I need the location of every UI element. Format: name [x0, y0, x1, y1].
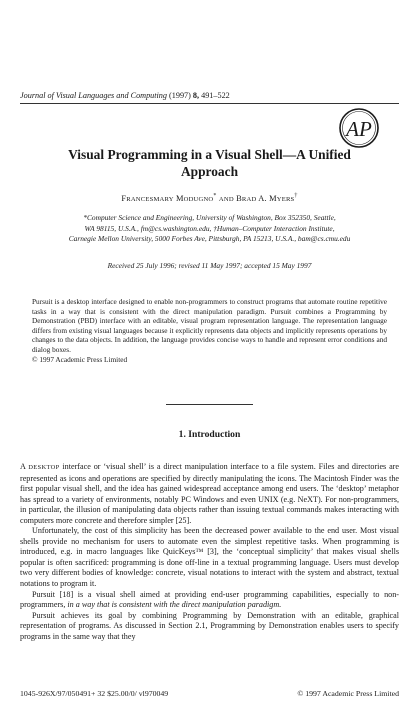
- author2-mark: †: [294, 193, 298, 199]
- affiliations: [20, 213, 399, 245]
- paper-title: [40, 146, 379, 180]
- affiliation-line-3: Carnegie Mellon University, 5000 Forbes Ave, Pittsburgh, PA 15213, U.S.A., bam@cs.cmu.edu: [68, 234, 351, 243]
- title-line-1: Visual Programming in a Visual Shell—A Unified: [68, 147, 351, 162]
- paragraph-1: [20, 462, 399, 526]
- author-conjunction: AND: [218, 195, 234, 203]
- author1-last-rest: ODUGNO: [183, 195, 214, 203]
- journal-pages: 491–522: [201, 91, 230, 100]
- journal-year: (1997): [169, 91, 191, 100]
- paragraph-2: Unfortunately, the cost of this simplicity has been the decreased power available to the end user. Most visual shells provide no mechanism for users to automate even the simplest repetitive tasks. When programming is introduced, e.g. in macro languages like QuicKeys™ [3], the ‘conceptual simplicity’ that makes visual shells popular is often sacrificed: programming is done off-line in a textual programming language. Users must develop two very different bodies of knowledge: concrete, visual notations to interact with the system and abstract, textual notations to program it.: [20, 526, 399, 589]
- p3-emphasis: in a way that is consistent with the direct manipulation paradigm.: [67, 600, 282, 610]
- author2-first-initial: B: [236, 193, 242, 203]
- header-rule: [20, 103, 399, 104]
- journal-volume: 8,: [192, 91, 200, 100]
- paragraph-3: [20, 590, 399, 611]
- author1-last-initial: M: [175, 193, 184, 203]
- paragraph-4: Pursuit achieves its goal by combining Programming by Demonstration with an editable, graphical representation of programs. As discussed in Section 2.1, Programming by Demonstration enables users to specify programs in the same way that they: [20, 610, 399, 641]
- journal-citation: [20, 91, 350, 100]
- journal-name: Journal of Visual Languages and Computing: [20, 91, 167, 100]
- academic-press-logo: [337, 106, 381, 150]
- affiliation-line-1: *Computer Science and Engineering, University of Washington, Box 352350, Seattle,: [83, 213, 336, 222]
- author2-middle: A.: [258, 193, 267, 203]
- author1-first-initial: F: [121, 193, 127, 203]
- logo-lettering: AP: [346, 117, 372, 141]
- abstract-copyright: © 1997 Academic Press Limited: [32, 354, 128, 364]
- author1-mark: *: [213, 193, 217, 199]
- section-divider: [166, 404, 253, 405]
- page-footer: [20, 689, 399, 703]
- received-dates: Received 25 July 1996; revised 11 May 1997; accepted 15 May 1997: [107, 261, 312, 270]
- abstract-text: Pursuit is a desktop interface designed to enable non-programmers to construct programs that automate routine repetitive tasks in a way that is consistent with the direct manipulation paradigm. Pursuit combines a Programming by Demonstration (PBD) interface with an editable, visual program representation language. The representation language differs from existing visual languages because it explicitly represents data objects and implicitly represents operations by changes to the data objects. In addition, the language provides concise ways to handle and represent error conditions and dialog boxes.: [32, 297, 387, 354]
- abstract: [32, 297, 387, 364]
- affiliation-line-2: WA 98115, U.S.A., fm@cs.washington.edu, †Human–Computer Interaction Institute,: [84, 223, 335, 233]
- p3-text: Pursuit [18] is a visual shell aimed at providing end-user programming capabilities, especially to non-programmers,: [20, 589, 399, 610]
- author1-first-rest: RANCESMARY: [126, 195, 174, 203]
- author2-last-initial: M: [269, 193, 277, 203]
- p1-lead: A: [20, 462, 26, 471]
- body-text: [20, 462, 399, 642]
- author2-first-rest: RAD: [241, 195, 257, 203]
- footer-identifier: 1045-926X/97/050491+ 32 $25.00/0/ vl970049: [20, 689, 169, 698]
- footer-copyright: © 1997 Academic Press Limited: [297, 689, 399, 698]
- section-heading: 1. Introduction: [178, 429, 241, 440]
- author-line: [20, 193, 399, 203]
- p1-smallcaps: DESKTOP: [28, 464, 60, 471]
- title-line-2: Approach: [180, 164, 239, 179]
- p1-text: interface or ‘visual shell’ is a direct manipulation interface to a file system. Files and directories are represented as icons and operations are specified by directly manipulating the icons. The Macintosh Finder was the first popular visual shell, and the idea has gained widespread acceptance among end users. The ‘desktop’ metaphor has spread to a variety of environments, notably PC Windows and even UNIX (e.g. NeXT). For non-programmers, in particular, the illusion of manipulating data objects rather than issuing textual commands makes interacting with computers more concrete and therefore simpler [25].: [20, 462, 399, 525]
- author2-last-rest: YERS: [276, 195, 295, 203]
